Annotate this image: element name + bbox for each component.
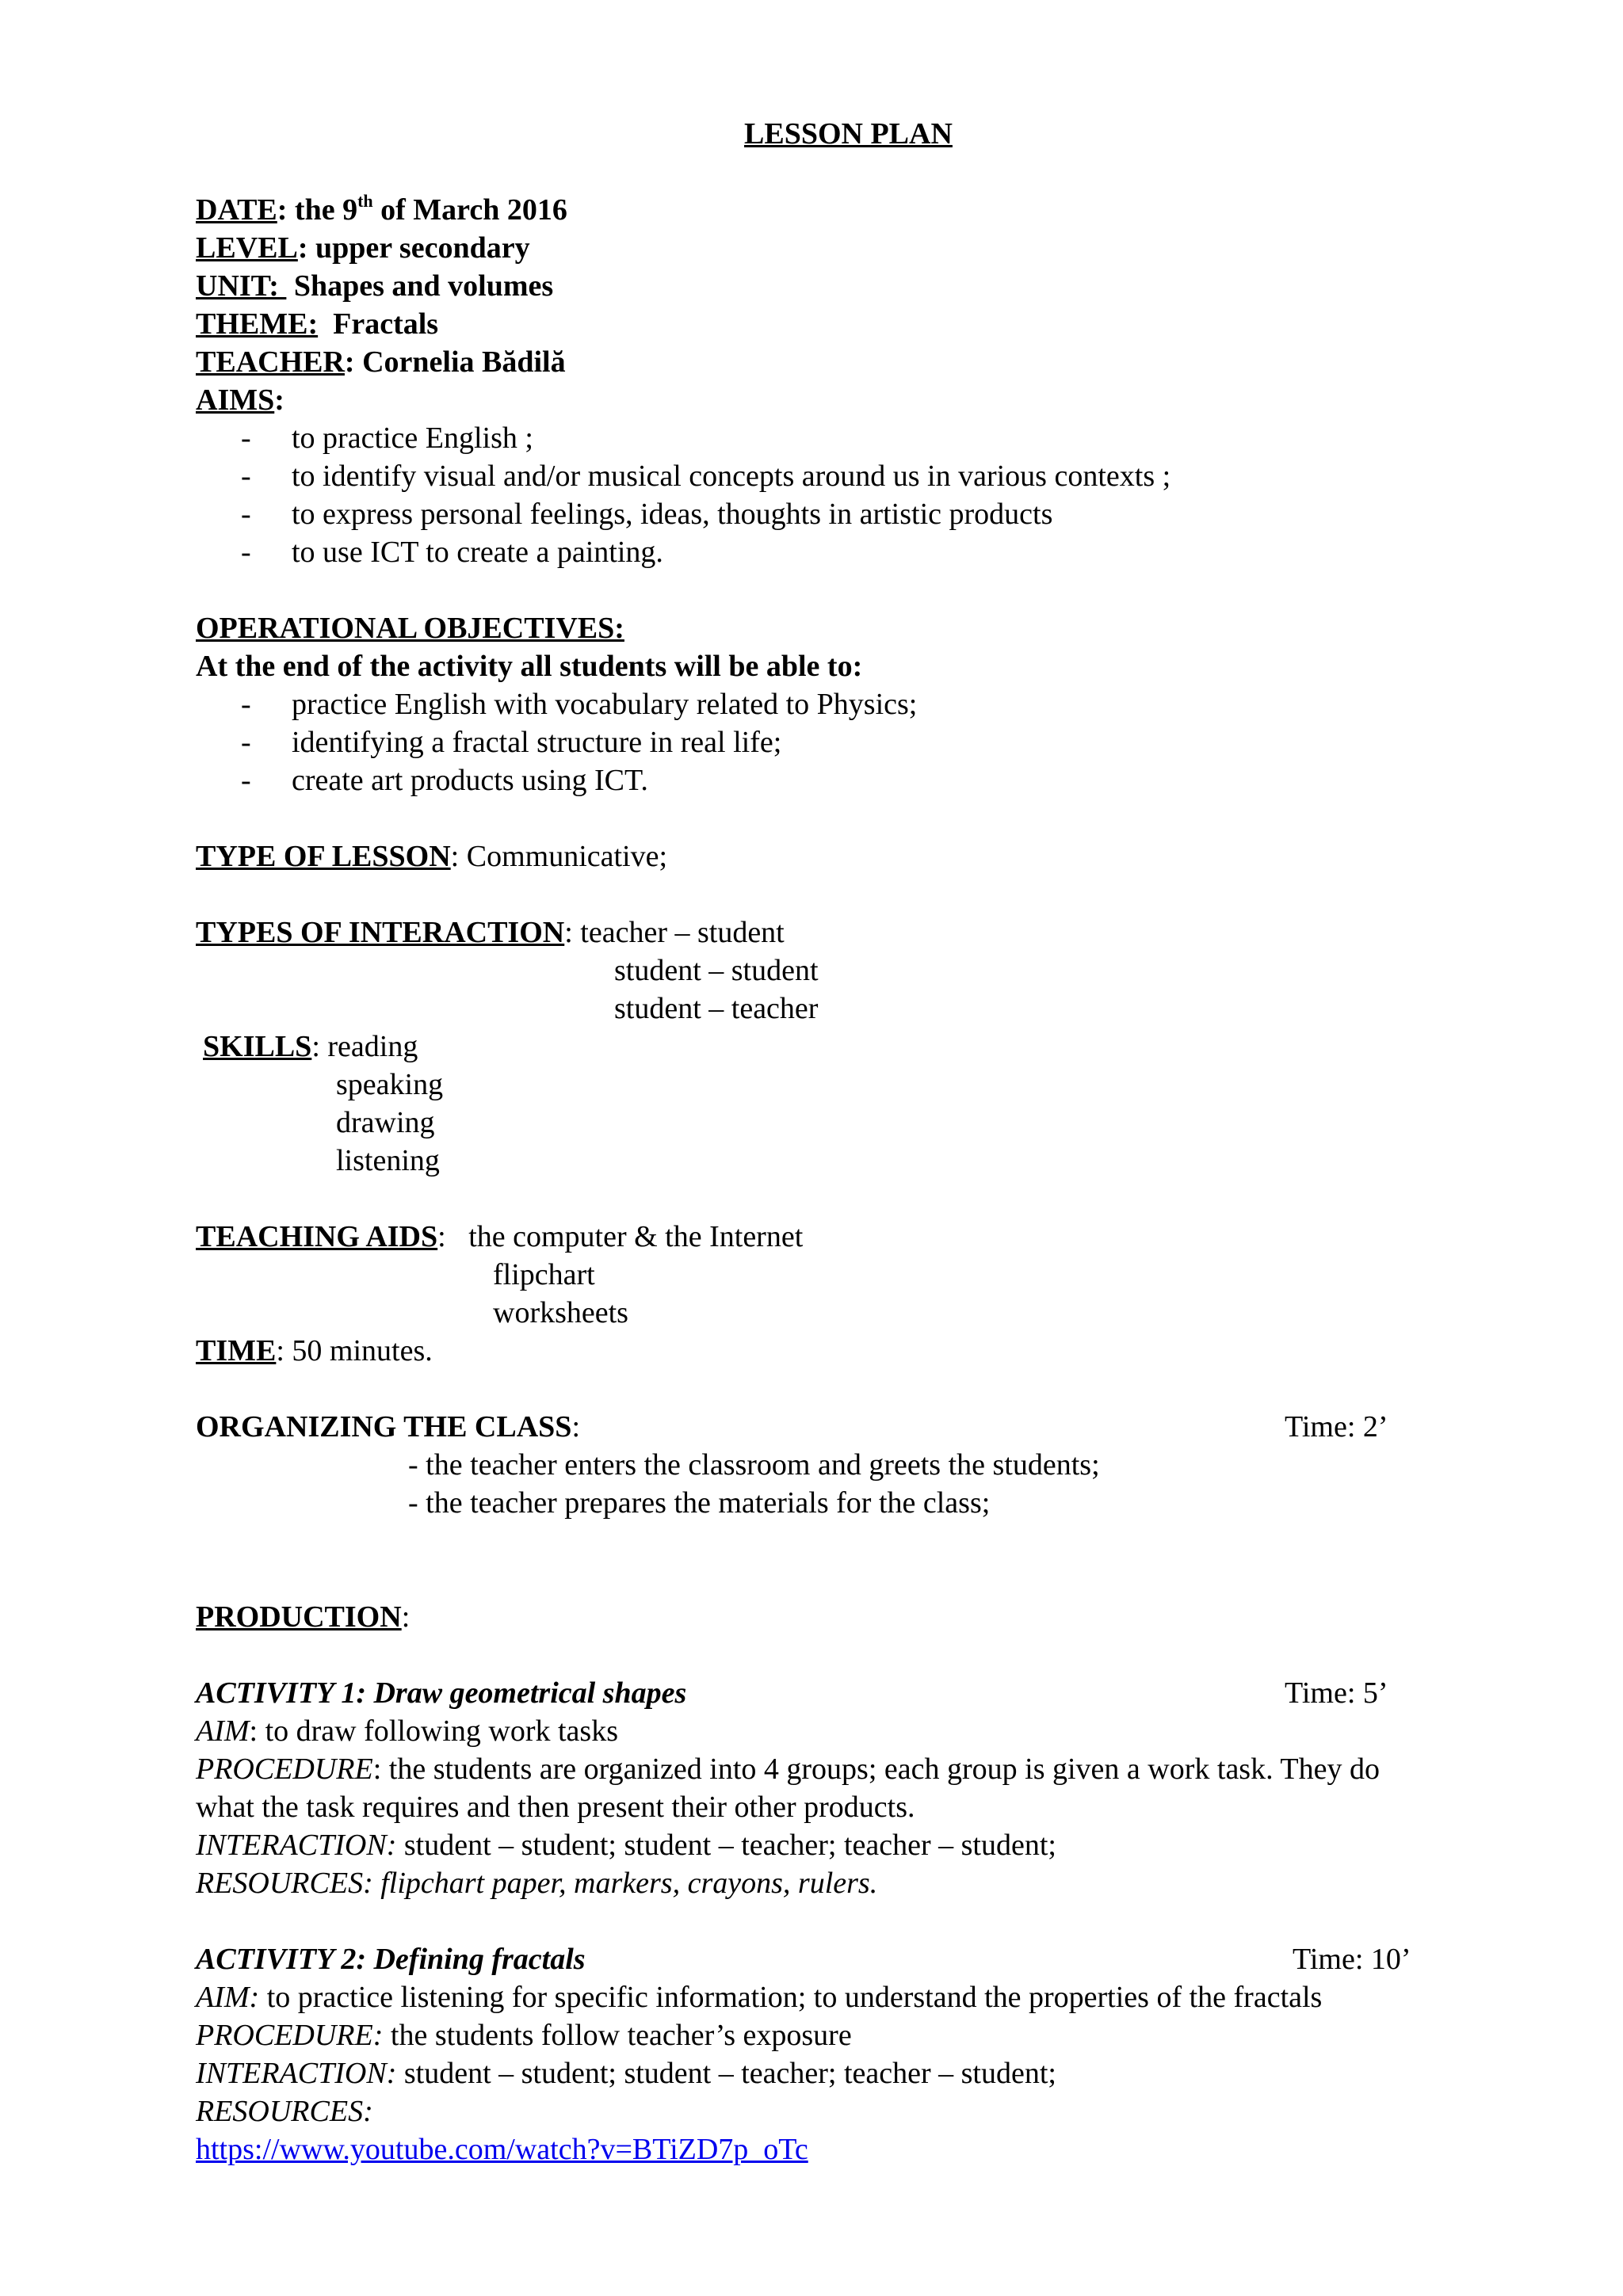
list-item-text: to use ICT to create a painting.: [292, 536, 663, 569]
aims-colon: :: [274, 383, 285, 417]
lesson-type-value: : Communicative;: [450, 840, 668, 873]
lesson-type-line: [196, 840, 667, 875]
page-title: LESSON PLAN: [744, 117, 953, 151]
aim-label: AIM:: [196, 1981, 260, 2014]
list-item-text: to express personal feelings, ideas, thoughts in artistic products: [292, 498, 1053, 531]
list-item-text: create art products using ICT.: [292, 764, 648, 797]
interaction-value: student – student; student – teacher; teacher – student;: [396, 1829, 1056, 1862]
procedure-label: PROCEDURE: [196, 1753, 373, 1786]
interaction-label: TYPES OF INTERACTION: [196, 916, 565, 949]
date-line: [196, 193, 567, 228]
date-value-pre: : the 9: [277, 193, 358, 227]
unit-label: UNIT:: [196, 269, 287, 303]
organizing-time: Time: 2’: [1285, 1410, 1388, 1444]
date-value-sup: th: [357, 191, 373, 211]
list-bullet: -: [241, 421, 251, 455]
list-bullet: -: [241, 726, 251, 759]
teacher-line: [196, 345, 566, 380]
activity2-time: Time: 10’: [1293, 1943, 1411, 1976]
interaction-value: : teacher – student: [564, 916, 785, 949]
list-bullet: -: [241, 688, 251, 721]
production-colon: :: [401, 1600, 411, 1634]
skills-line: [203, 1030, 418, 1065]
organizing-step: - the teacher enters the classroom and greets the students;: [408, 1448, 1100, 1482]
skills-value: drawing: [336, 1106, 435, 1139]
interaction-value: student – student; student – teacher; teacher – student;: [396, 2057, 1056, 2090]
unit-line: [196, 269, 553, 304]
interaction-line: [196, 916, 785, 951]
time-line: [196, 1334, 433, 1369]
time-label: TIME: [196, 1334, 277, 1367]
theme-line: [196, 307, 438, 342]
theme-value: Fractals: [318, 307, 439, 341]
date-label: DATE: [196, 193, 277, 227]
activity1-aim: [196, 1714, 618, 1749]
organizing-label: ORGANIZING THE CLASS: [196, 1410, 572, 1444]
aids-value: flipchart: [493, 1258, 595, 1291]
theme-label: THEME:: [196, 307, 319, 341]
activity1-title: ACTIVITY 1: Draw geometrical shapes: [196, 1676, 687, 1710]
interaction-label: INTERACTION:: [196, 1829, 397, 1862]
skills-label: SKILLS: [203, 1030, 312, 1063]
procedure-value: : the students are organized into 4 groups; each group is given a work task. They do: [372, 1753, 1380, 1786]
procedure-value: the students follow teacher’s exposure: [383, 2019, 852, 2052]
list-item-text: to practice English ;: [292, 421, 533, 455]
activity1-resources: RESOURCES: flipchart paper, markers, crayons, rulers.: [196, 1867, 878, 1900]
aim-value: to practice listening for specific information; to understand the properties of the fractals: [259, 1981, 1323, 2014]
date-value-post: of March 2016: [372, 193, 567, 227]
list-bullet: -: [241, 536, 251, 569]
organizing-step: - the teacher prepares the materials for the class;: [408, 1486, 991, 1520]
objectives-heading: OPERATIONAL OBJECTIVES:: [196, 612, 624, 645]
activity1-procedure: [196, 1753, 1380, 1787]
organizing-colon: :: [571, 1410, 580, 1444]
activity1-time: Time: 5’: [1285, 1676, 1388, 1710]
lesson-type-label: TYPE OF LESSON: [196, 840, 451, 873]
production-heading: [196, 1600, 410, 1635]
list-bullet: -: [241, 498, 251, 531]
aims-label: AIMS: [196, 383, 275, 417]
list-item-text: practice English with vocabulary related to Physics;: [292, 688, 918, 721]
list-bullet: -: [241, 764, 251, 797]
aim-label: AIM: [196, 1714, 250, 1748]
skills-value: speaking: [336, 1068, 444, 1101]
interaction-value: student – teacher: [614, 992, 819, 1025]
organizing-heading: [196, 1410, 580, 1445]
aids-value: worksheets: [493, 1296, 628, 1329]
list-bullet: -: [241, 460, 251, 493]
level-label: LEVEL: [196, 231, 298, 265]
aims-heading: [196, 383, 285, 418]
list-item-text: identifying a fractal structure in real life;: [292, 726, 782, 759]
skills-value: : reading: [311, 1030, 418, 1063]
activity1-interaction: [196, 1829, 1056, 1863]
production-label: PRODUCTION: [196, 1600, 402, 1634]
unit-value: Shapes and volumes: [286, 269, 554, 303]
activity2-procedure: [196, 2019, 852, 2054]
activity2-interaction: [196, 2057, 1056, 2092]
aids-value: : the computer & the Internet: [437, 1220, 804, 1253]
teacher-value: : Cornelia Bădilă: [344, 345, 566, 379]
aids-label: TEACHING AIDS: [196, 1220, 438, 1253]
activity1-procedure-cont: what the task requires and then present their other products.: [196, 1791, 915, 1824]
resource-link[interactable]: https://www.youtube.com/watch?v=BTiZD7p_oTc: [196, 2133, 808, 2166]
time-value: : 50 minutes.: [276, 1334, 433, 1367]
aim-value: : to draw following work tasks: [249, 1714, 618, 1748]
interaction-value: student – student: [614, 954, 819, 987]
interaction-label: INTERACTION:: [196, 2057, 397, 2090]
aids-line: [196, 1220, 803, 1255]
objectives-intro: At the end of the activity all students will be able to:: [196, 650, 863, 683]
teacher-label: TEACHER: [196, 345, 345, 379]
activity2-title: ACTIVITY 2: Defining fractals: [196, 1943, 586, 1976]
activity2-aim: [196, 1981, 1322, 2016]
activity2-resources-label: RESOURCES:: [196, 2095, 373, 2128]
list-item-text: to identify visual and/or musical concepts around us in various contexts ;: [292, 460, 1171, 493]
procedure-label: PROCEDURE:: [196, 2019, 384, 2052]
level-value: : upper secondary: [297, 231, 530, 265]
level-line: [196, 231, 530, 266]
skills-value: listening: [336, 1144, 440, 1177]
